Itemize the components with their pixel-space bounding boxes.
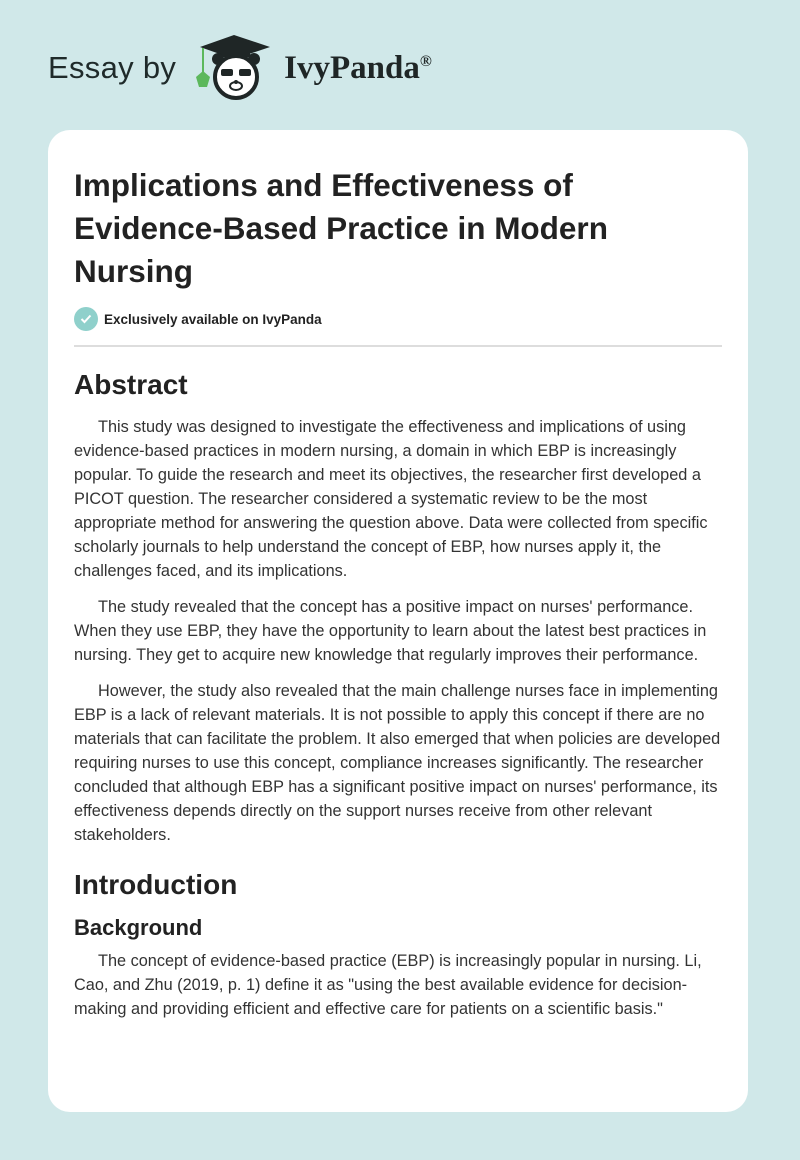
paragraph: This study was designed to investigate the effectiveness and implications of using evidence-based practices in modern nursing, a domain in which EBP is increasingly popular. To guide the research and meet its objectives, the researcher first developed a PICOT question. The researcher considered a systematic review to be the most appropriate method for answering the question above. Data were collected from specific scholarly journals to help understand the concept of EBP, how nurses apply it, the challenges faced, and its implications. bbox=[74, 418, 708, 580]
essay-title: Implications and Effectiveness of Evidence-Based Practice in Modern Nursing bbox=[74, 167, 608, 289]
essay-card bbox=[48, 130, 748, 1112]
registered-mark: ® bbox=[419, 52, 432, 70]
divider bbox=[74, 345, 722, 347]
panda-graduate-logo-icon[interactable] bbox=[194, 31, 276, 106]
background-subheading: Background bbox=[74, 915, 203, 940]
brand-text: IvyPanda bbox=[284, 49, 420, 86]
exclusive-badge bbox=[74, 307, 722, 331]
brand-name[interactable] bbox=[284, 50, 432, 87]
paragraph: The study revealed that the concept has a positive impact on nurses' performance. When they use EBP, they have the opportunity to learn about the latest best practices in nursing. They get to acquire new knowledge that regularly improves their performance. bbox=[74, 598, 707, 664]
essay-by-label: Essay by bbox=[48, 50, 177, 85]
introduction-heading: Introduction bbox=[74, 869, 238, 900]
paragraph: However, the study also revealed that the main challenge nurses face in implementing EBP is a lack of relevant materials. It is not possible to apply this concept if there are no materials that can facilitate the problem. It also emerged that when policies are developed requiring nurses to use this concept, compliance increases significantly. The researcher concluded that although EBP has a significant positive impact on nurses' performance, its effectiveness depends directly on the support nurses receive from other relevant stakeholders. bbox=[74, 682, 721, 844]
paragraph: The concept of evidence-based practice (EBP) is increasingly popular in nursing. Li, Cao, and Zhu (2019, p. 1) define it as "using the best available evidence for decision-making and providing efficient and effective care for patients on a scientific basis." bbox=[74, 952, 702, 1018]
abstract-heading: Abstract bbox=[74, 369, 188, 400]
check-circle-icon bbox=[74, 307, 98, 331]
site-header bbox=[48, 32, 432, 104]
badge-text: Exclusively available on IvyPanda bbox=[104, 311, 322, 327]
